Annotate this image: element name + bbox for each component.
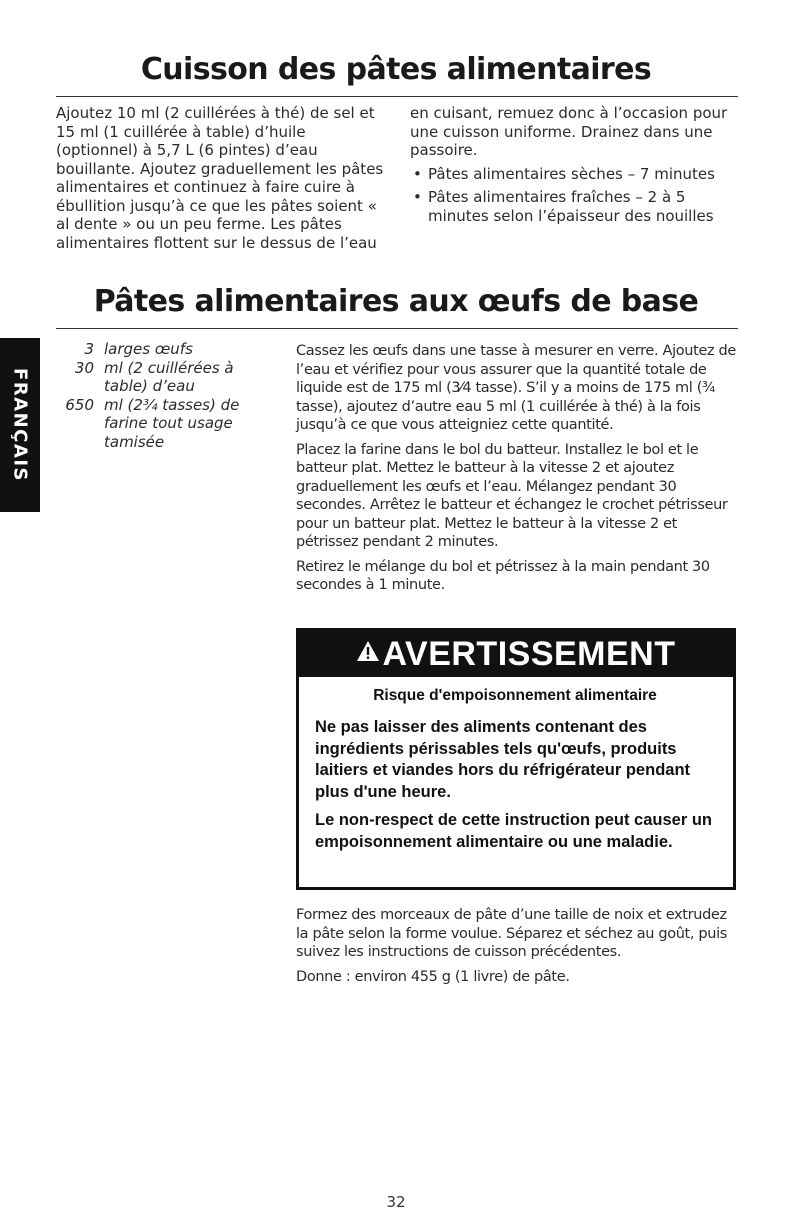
warning-paragraph: Ne pas laisser des aliments contenant des ingrédients périssables tels qu'œufs, produits laitiers et viandes hors du réfrigérateur pendant plus d'une heure. <box>315 718 691 801</box>
ingredient-row <box>58 340 278 359</box>
ingredient-text: ml (2 cuillérées à table) d’eau <box>104 358 234 395</box>
ingredient-qty: 30 <box>74 358 94 377</box>
ingredient-row <box>58 359 278 396</box>
recipe-method <box>296 342 742 601</box>
warning-box <box>296 628 736 890</box>
cooking-times-list <box>410 165 740 226</box>
section-title-cooking: Cuisson des pâtes alimentaires <box>140 52 652 87</box>
warning-paragraph: Le non-respect de cette instruction peut causer un empoisonnement alimentaire ou une maladie. <box>315 811 712 851</box>
ingredient-qty: 650 <box>65 395 94 414</box>
yield-text: Donne : environ 455 g (1 livre) de pâte. <box>296 968 570 985</box>
recipe-finish <box>296 906 742 992</box>
method-paragraph: Cassez les œufs dans une tasse à mesurer en verre. Ajoutez de l’eau et vérifiez pour vous assurer que la quantité totale de liquide est de 175 ml (3⁄4 tasse). S’il y a moins de 175 ml (³⁄₄ tasse), ajoutez d’autre eau 5 ml (1 cuillérée à thé) à la fois jusqu’à ce que vous atteigniez cette quantité. <box>296 343 736 433</box>
ingredient-text: ml (2³⁄₄ tasses) de farine tout usage tamisée <box>104 395 240 451</box>
warning-subtitle: Risque d'empoisonnement alimentaire <box>373 687 657 704</box>
method-paragraph: Placez la farine dans le bol du batteur. Installez le bol et le batteur plat. Mettez le batteur à la vitesse 2 et ajoutez graduellement les œufs et l’eau. Mélangez pendant 30 secondes. Arrêtez le batteur et échangez le crochet pétrisseur pour un batteur plat. Mettez le batteur à la vitesse 2 et pétrissez pendant 2 minutes. <box>296 441 728 550</box>
warning-triangle-icon <box>356 639 380 669</box>
warning-title: AVERTISSEMENT <box>382 634 676 673</box>
warning-body <box>299 677 733 853</box>
finish-paragraph: Formez des morceaux de pâte d’une taille de noix et extrudez la pâte selon la forme voulue. Séparez et séchez au goût, puis suivez les instructions de cuisson précédentes. <box>296 907 727 960</box>
page-number: 32 <box>386 1193 406 1211</box>
cooking-text-left: Ajoutez 10 ml (2 cuillérées à thé) de sel et 15 ml (1 cuillérée à table) d’huile (optionnel) à 5,7 L (6 pintes) d’eau bouillante. Ajoutez graduellement les pâtes alimentaires et continuez à faire cuire à ébullition jusqu’à ce que les pâtes soient « al dente » ou un peu ferme. Les pâtes alimentaires flottent sur le dessus de l’eau <box>56 104 384 252</box>
language-side-tab <box>0 338 40 512</box>
ingredient-qty: 3 <box>84 340 94 358</box>
cooking-text-right <box>410 104 740 230</box>
language-tab-label: FRANÇAIS <box>9 368 31 482</box>
section-title-recipe: Pâtes alimentaires aux œufs de base <box>93 284 699 319</box>
title-divider <box>56 328 738 329</box>
ingredients-list <box>58 340 278 451</box>
cooking-text-continued: en cuisant, remuez donc à l’occasion pour une cuisson uniforme. Drainez dans une passoire. <box>410 104 728 159</box>
ingredient-row <box>58 396 278 452</box>
method-paragraph: Retirez le mélange du bol et pétrissez à la main pendant 30 secondes à 1 minute. <box>296 558 710 593</box>
title-divider <box>56 96 738 97</box>
ingredient-text: larges œufs <box>104 340 193 358</box>
list-item: • Pâtes alimentaires fraîches – 2 à 5 minutes selon l’épaisseur des nouilles <box>410 188 740 225</box>
list-item: • Pâtes alimentaires sèches – 7 minutes <box>410 165 740 184</box>
warning-header <box>299 631 733 677</box>
